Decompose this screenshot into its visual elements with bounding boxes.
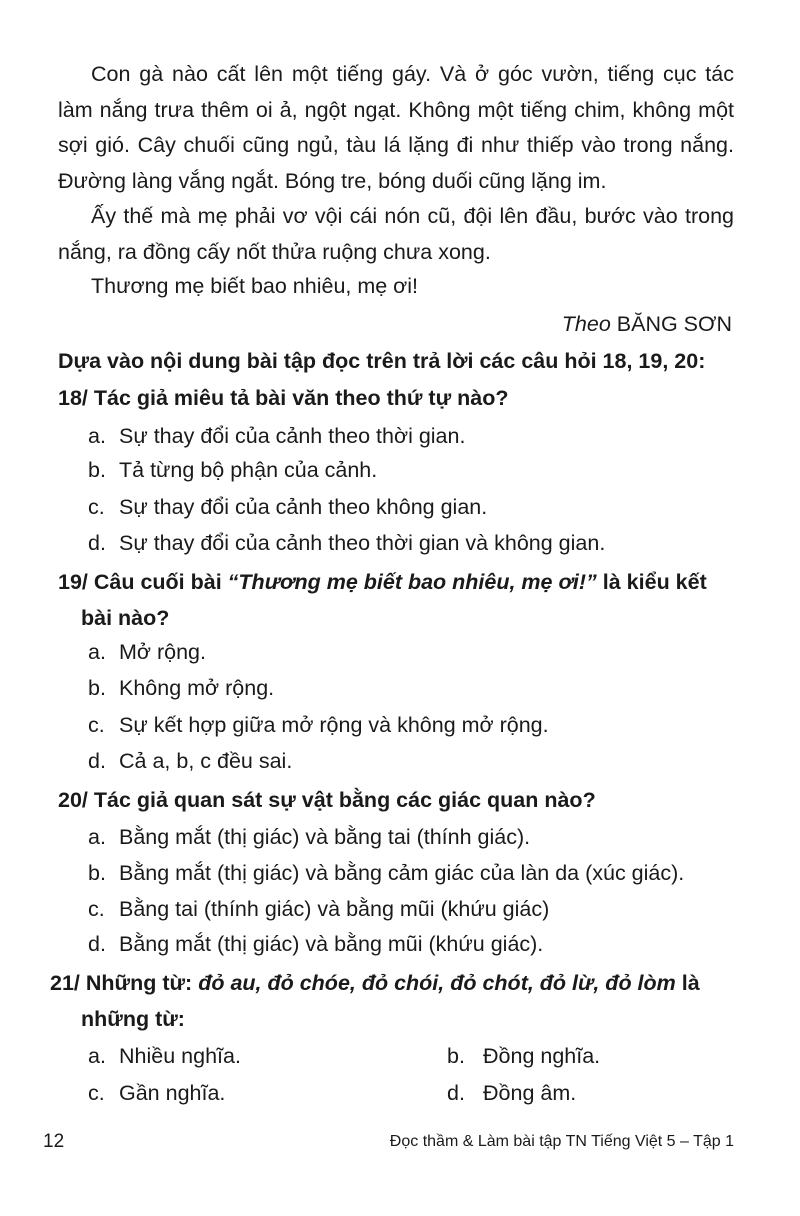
option-text: Sự kết hợp giữa mở rộng và không mở rộng. — [119, 713, 549, 737]
q19-option-c — [88, 712, 549, 738]
q18-option-d — [88, 530, 605, 556]
option-letter: d. — [88, 932, 106, 956]
q21-option-c — [88, 1080, 225, 1106]
page-number: 12 — [43, 1131, 65, 1152]
option-text: Cả a, b, c đều sai. — [119, 749, 293, 773]
passage-paragraph-3: Thương mẹ biết bao nhiêu, mẹ ơi! — [91, 274, 419, 298]
q21-option-d — [447, 1080, 576, 1106]
option-letter: c. — [88, 897, 105, 921]
passage-paragraph-2: Ấy thế mà mẹ phải vơ vội cái nón cũ, đội lên đầu, bước vào trong nắng, ra đồng cấy nốt thửa ruộng chưa xong. — [58, 204, 734, 264]
option-text: Nhiều nghĩa. — [119, 1044, 241, 1068]
q18-option-b — [88, 457, 377, 483]
q20-option-c — [88, 896, 549, 922]
option-letter: a. — [88, 1044, 106, 1068]
option-letter: b. — [447, 1044, 465, 1068]
q21-option-b — [447, 1043, 600, 1069]
q21-suffix: là — [681, 971, 700, 995]
q20-option-a — [88, 824, 530, 850]
option-letter: a. — [88, 825, 106, 849]
option-text: Tả từng bộ phận của cảnh. — [119, 458, 378, 482]
option-text: Mở rộng. — [119, 640, 206, 664]
question-19-line2: bài nào? — [81, 606, 170, 630]
q21-words: đỏ au, đỏ chóe, đỏ chói, đỏ chót, đỏ lừ, đỏ lòm — [198, 971, 676, 995]
q21-prefix: 21/ Những từ: — [50, 971, 193, 995]
option-text: Không mở rộng. — [119, 676, 275, 700]
q18-option-a — [88, 423, 465, 449]
option-letter: d. — [88, 531, 106, 555]
q19-prefix: 19/ Câu cuối bài — [58, 570, 222, 594]
instruction-heading: Dựa vào nội dung bài tập đọc trên trả lời các câu hỏi 18, 19, 20: — [58, 349, 706, 373]
option-letter: d. — [88, 749, 106, 773]
q19-suffix: là kiểu kết — [602, 570, 707, 594]
question-20: 20/ Tác giả quan sát sự vật bằng các giác quan nào? — [58, 788, 596, 812]
option-text: Sự thay đổi của cảnh theo không gian. — [119, 495, 488, 519]
option-text: Sự thay đổi của cảnh theo thời gian. — [119, 424, 466, 448]
option-text: Bằng tai (thính giác) và bằng mũi (khứu giác) — [119, 897, 550, 921]
option-letter: b. — [88, 861, 106, 885]
option-text: Bằng mắt (thị giác) và bằng mũi (khứu giác). — [119, 932, 544, 956]
book-title: Đọc thầm & Làm bài tập TN Tiếng Việt 5 – Tập 1 — [389, 1133, 734, 1150]
option-letter: a. — [88, 640, 106, 664]
option-letter: c. — [88, 495, 105, 519]
option-text: Bằng mắt (thị giác) và bằng cảm giác của làn da (xúc giác). — [119, 861, 685, 885]
attribution-prefix: Theo — [561, 312, 611, 336]
question-21 — [50, 970, 700, 996]
option-letter: c. — [88, 1081, 105, 1105]
question-19 — [58, 569, 707, 595]
attribution — [562, 311, 732, 337]
option-letter: c. — [88, 713, 105, 737]
option-text: Đồng nghĩa. — [483, 1044, 601, 1068]
q19-option-d — [88, 748, 292, 774]
option-letter: a. — [88, 424, 106, 448]
q20-option-b — [88, 860, 684, 886]
passage-paragraph-1: Con gà nào cất lên một tiếng gáy. Và ở góc vườn, tiếng cục tác làm nắng trưa thêm oi ả, ngột ngạt. Không một tiếng chim, không một sợi gió. Cây chuối cũng ngủ, tàu lá lặng đi như thiếp vào trong nắng. Đường làng vắng ngắt. Bóng tre, bóng duối cũng lặng im. — [58, 62, 734, 193]
attribution-author: BĂNG SƠN — [616, 312, 732, 336]
option-letter: b. — [88, 458, 106, 482]
option-letter: b. — [88, 676, 106, 700]
option-text: Đồng âm. — [483, 1081, 577, 1105]
question-18: 18/ Tác giả miêu tả bài văn theo thứ tự nào? — [58, 386, 509, 410]
q19-quote: “Thương mẹ biết bao nhiêu, mẹ ơi!” — [227, 570, 597, 594]
option-text: Sự thay đổi của cảnh theo thời gian và không gian. — [119, 531, 606, 555]
question-21-line2: những từ: — [81, 1007, 185, 1031]
q19-option-a — [88, 639, 206, 665]
option-text: Bằng mắt (thị giác) và bằng tai (thính giác). — [119, 825, 531, 849]
option-text: Gần nghĩa. — [119, 1081, 226, 1105]
q21-option-a — [88, 1043, 241, 1069]
option-letter: d. — [447, 1081, 465, 1105]
q20-option-d — [88, 931, 543, 957]
q19-option-b — [88, 675, 274, 701]
q18-option-c — [88, 494, 487, 520]
